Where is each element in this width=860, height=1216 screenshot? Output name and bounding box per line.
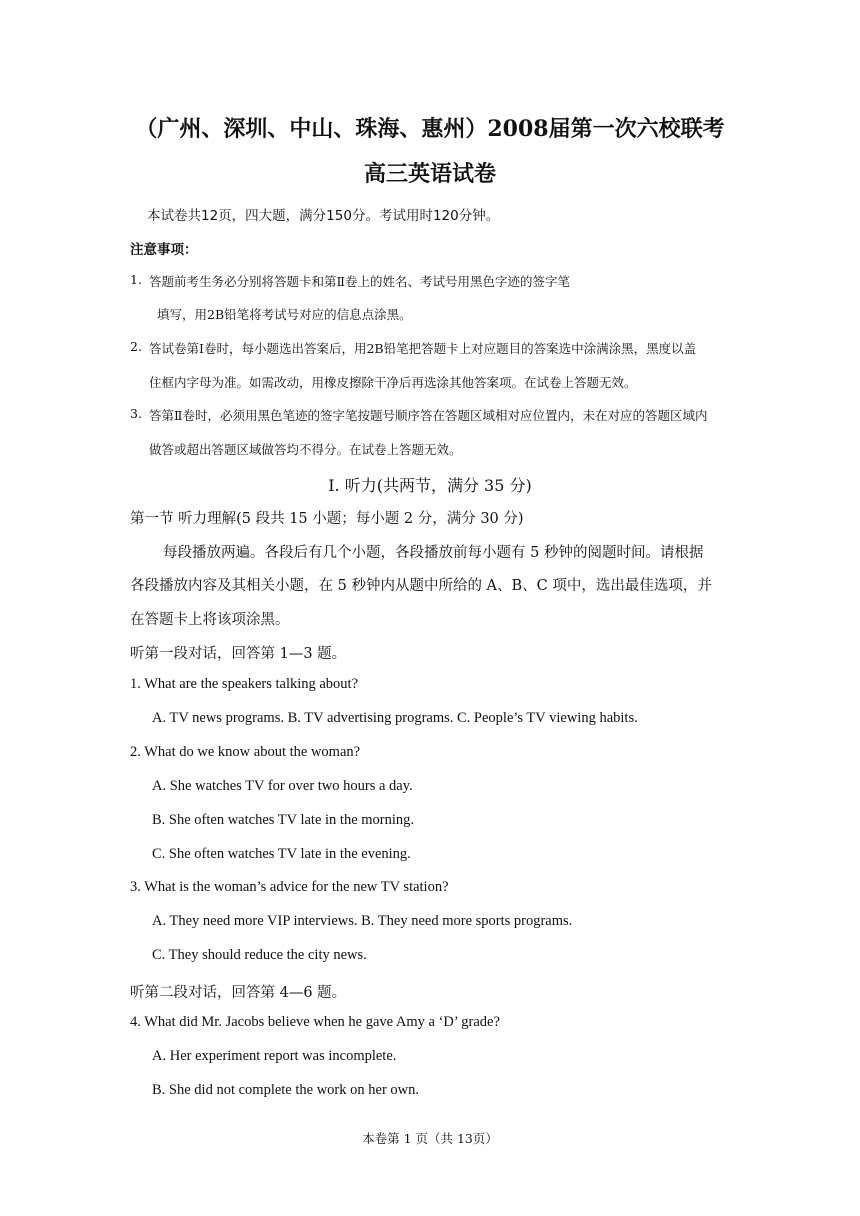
question-options: A. They need more VIP interviews. B. They need more sports programs.	[152, 913, 573, 929]
notice-item-num: 2.	[130, 339, 142, 354]
notice-item-text: 填写，用2B铅笔将考试号对应的信息点涂黑。	[157, 307, 412, 322]
question: 4. What did Mr. Jacobs believe when he gave Amy a ‘D’ grade?	[130, 1014, 500, 1030]
notice-item-text: 住框内字母为准。如需改动，用橡皮擦除干净后再选涂其他答案项。在试卷上答题无效。	[149, 375, 637, 390]
notice-heading: 注意事项：	[130, 242, 198, 258]
question: 1. What are the speakers talking about?	[130, 676, 359, 692]
question-option: B. She did not complete the work on her own.	[152, 1082, 419, 1098]
section-heading: I. 听力(共两节，满分 35 分)	[328, 476, 532, 495]
question-option: A. She watches TV for over two hours a day.	[152, 778, 413, 794]
question: 2. What do we know about the woman?	[130, 744, 361, 760]
notice-item-text: 答试卷第Ⅰ卷时，每小题选出答案后，用2B铅笔把答题卡上对应题目的答案选中涂满涂黑，黑度以盖	[149, 341, 697, 356]
question-options: A. TV news programs. B. TV advertising programs. C. People’s TV viewing habits.	[152, 710, 638, 726]
part-heading: 第一节 听力理解(5 段共 15 小题；每小题 2 分，满分 30 分)	[130, 511, 524, 527]
instructions: 在答题卡上将该项涂黑。	[130, 612, 290, 628]
dialog-label: 听第二段对话，回答第 4—6 题。	[130, 985, 347, 1001]
instructions: 各段播放内容及其相关小题，在 5 秒钟内从题中所给的 A、B、C 项中，选出最佳选项，并	[130, 578, 712, 594]
notice-item-num: 3.	[130, 406, 142, 421]
question-option: A. Her experiment report was incomplete.	[152, 1048, 397, 1064]
notice-item-text: 答题前考生务必分别将答题卡和第Ⅱ卷上的姓名、考试号用黑色字迹的签字笔	[149, 274, 570, 289]
notice-item-num: 1.	[130, 272, 142, 287]
instructions: 每段播放两遍。各段后有几个小题，各段播放前每小题有 5 秒钟的阅题时间。请根据	[163, 545, 704, 561]
question-option: C. They should reduce the city news.	[152, 947, 367, 963]
question-option: C. She often watches TV late in the evening.	[152, 846, 411, 862]
notice-item-text: 答第Ⅱ卷时，必须用黑色笔迹的签字笔按题号顺序答在答题区域相对应位置内，未在对应的答题区域内	[149, 408, 708, 423]
page-subtitle: 高三英语试卷	[363, 161, 496, 187]
question-option: B. She often watches TV late in the morning.	[152, 812, 415, 828]
page-footer: 本卷第 1 页（共 13页）	[362, 1131, 498, 1146]
page-title: （广州、深圳、中山、珠海、惠州）2008届第一次六校联考	[135, 116, 725, 142]
exam-intro: 本试卷共12页，四大题，满分150分。考试用时120分钟。	[147, 208, 500, 224]
dialog-label: 听第一段对话，回答第 1—3 题。	[130, 646, 347, 662]
notice-item-text: 做答或超出答题区域做答均不得分。在试卷上答题无效。	[149, 442, 462, 457]
question: 3. What is the woman’s advice for the new TV station?	[130, 879, 449, 895]
